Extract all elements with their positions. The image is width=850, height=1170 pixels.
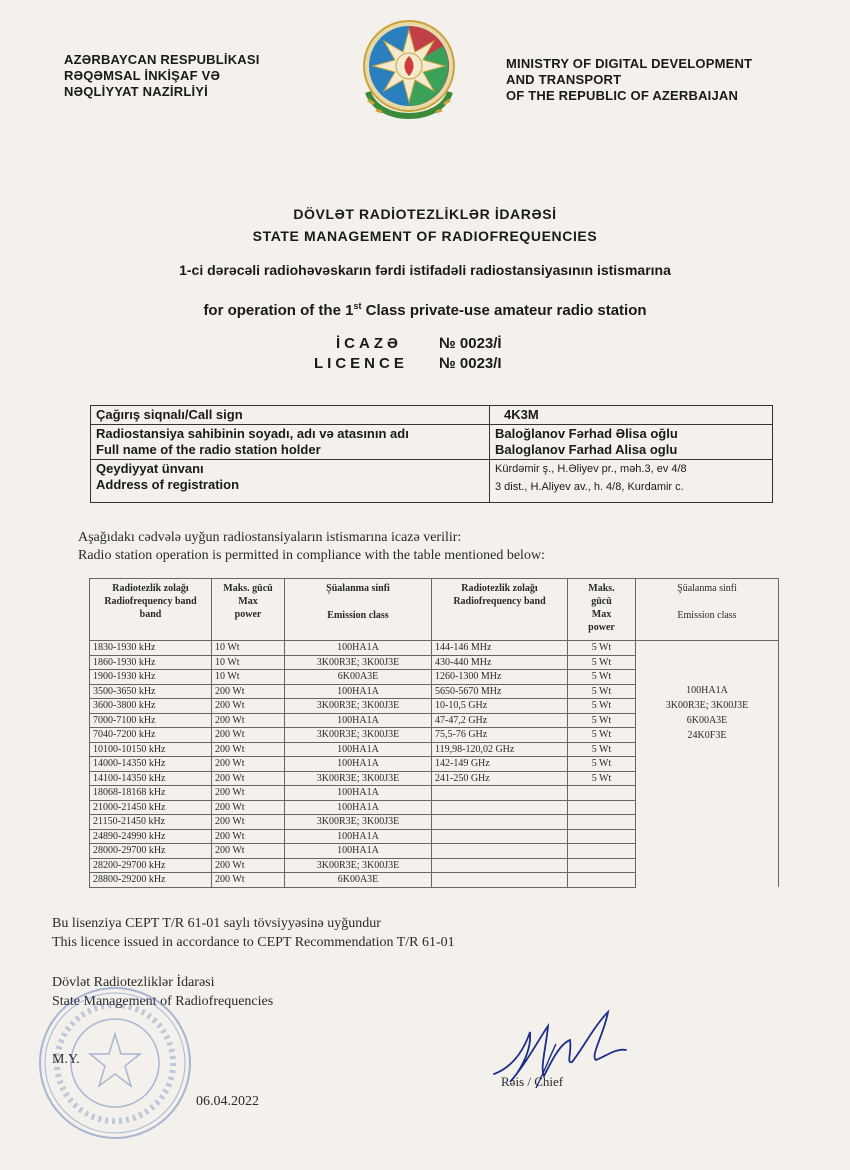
table-row — [90, 800, 779, 815]
empty-cell — [568, 829, 636, 844]
issuer-az: Dövlət Radiotezliklər İdarəsi — [52, 975, 215, 990]
purpose-en-part: for operation of the 1 — [203, 302, 354, 319]
empty-cell — [636, 844, 779, 859]
col-band — [90, 579, 212, 641]
permit-note-en: Radio station operation is permitted in compliance with the table mentioned below: — [78, 548, 545, 563]
empty-cell — [636, 829, 779, 844]
emission-cell: 3K00R3E; 3K00J3E — [285, 728, 432, 743]
col-power — [212, 579, 285, 641]
address-label — [91, 460, 490, 503]
empty-cell — [432, 873, 568, 888]
band-cell: 10100-10150 kHz — [90, 742, 212, 757]
purpose-en-sup: st — [353, 301, 362, 311]
band-cell: 21150-21450 kHz — [90, 815, 212, 830]
col-band-2 — [432, 579, 568, 641]
empty-cell — [568, 786, 636, 801]
address-value — [490, 460, 773, 503]
table-row — [90, 844, 779, 859]
emission-cell: 3K00R3E; 3K00J3E — [285, 699, 432, 714]
address-az: Kürdəmir ş., H.Əliyev pr., məh.3, ev 4/8 — [495, 463, 687, 475]
band-cell: 1860-1930 kHz — [90, 655, 212, 670]
seal-mark: M.Y. — [52, 1052, 80, 1067]
holder-name-en: Baloglanov Farhad Alisa oglu — [495, 442, 678, 457]
emission-cell: 100HA1A — [285, 757, 432, 772]
header-text: Max — [238, 596, 258, 607]
header-right-org — [506, 56, 752, 104]
emission-cell: 3K00R3E; 3K00J3E — [285, 858, 432, 873]
emission-cell: 100HA1A — [285, 800, 432, 815]
header-text: gücü — [591, 596, 612, 607]
header-right-line: AND TRANSPORT — [506, 72, 622, 87]
compliance-az: Bu lisenziya CEPT T/R 61-01 saylı tövsiyyəsinə uyğundur — [52, 916, 381, 931]
power-cell: 10 Wt — [212, 641, 285, 656]
power-cell: 200 Wt — [212, 786, 285, 801]
emission-cell: 100HA1A — [285, 844, 432, 859]
power-cell-2: 5 Wt — [568, 713, 636, 728]
purpose-en-part: Class private-use amateur radio station — [361, 302, 647, 319]
power-cell: 200 Wt — [212, 742, 285, 757]
band-cell: 1900-1930 kHz — [90, 670, 212, 685]
band-cell: 18068-18168 kHz — [90, 786, 212, 801]
empty-cell — [568, 815, 636, 830]
table-row — [91, 460, 773, 503]
holder-name-label-en: Full name of the radio station holder — [96, 442, 321, 457]
power-cell: 200 Wt — [212, 699, 285, 714]
band-cell-2: 10-10,5 GHz — [432, 699, 568, 714]
table-row — [90, 873, 779, 888]
band-cell-2: 1260-1300 MHz — [432, 670, 568, 685]
emission-cell: 100HA1A — [285, 713, 432, 728]
empty-cell — [432, 844, 568, 859]
table-row — [90, 858, 779, 873]
licence-label-en: LICENCE — [314, 355, 408, 372]
header-text: Şüalanma sinfi — [677, 583, 737, 594]
emission-cell: 100HA1A — [285, 742, 432, 757]
band-cell-2: 144-146 MHz — [432, 641, 568, 656]
issue-date: 06.04.2022 — [196, 1094, 259, 1109]
band-cell: 14100-14350 kHz — [90, 771, 212, 786]
power-cell: 200 Wt — [212, 684, 285, 699]
holder-name-value — [490, 425, 773, 460]
issuer-en: State Management of Radiofrequencies — [52, 994, 274, 1009]
emission-cell: 3K00R3E; 3K00J3E — [285, 771, 432, 786]
power-cell-2: 5 Wt — [568, 655, 636, 670]
vhf-emission-cell — [636, 641, 779, 786]
band-cell-2: 5650-5670 MHz — [432, 684, 568, 699]
emission-cell: 6K00A3E — [285, 873, 432, 888]
header-left-line: NƏQLİYYAT NAZİRLİYİ — [64, 84, 208, 99]
empty-cell — [432, 786, 568, 801]
header-text: Emission class — [677, 610, 737, 621]
empty-cell — [432, 829, 568, 844]
compliance-en: This licence issued in accordance to CEPT Recommendation T/R 61-01 — [52, 935, 455, 950]
header-text: band — [139, 609, 162, 620]
power-cell: 200 Wt — [212, 757, 285, 772]
bands-table-body — [90, 641, 779, 888]
band-cell: 24890-24990 kHz — [90, 829, 212, 844]
address-label-en: Address of registration — [96, 477, 240, 492]
holder-name-label — [91, 425, 490, 460]
emission-cell: 100HA1A — [285, 829, 432, 844]
signer-title: Rəis / Chief — [501, 1074, 564, 1089]
permit-note-az: Aşağıdakı cədvələ uyğun radiostansiyaların istismarına icazə verilir: — [78, 530, 462, 545]
power-cell: 200 Wt — [212, 728, 285, 743]
band-cell-2: 142-149 GHz — [432, 757, 568, 772]
power-cell: 200 Wt — [212, 873, 285, 888]
power-cell: 200 Wt — [212, 800, 285, 815]
emission-cell: 100HA1A — [285, 786, 432, 801]
power-cell: 200 Wt — [212, 844, 285, 859]
band-cell-2: 75,5-76 GHz — [432, 728, 568, 743]
col-emission-2 — [636, 579, 779, 641]
empty-cell — [432, 815, 568, 830]
header-right-line: MINISTRY OF DIGITAL DEVELOPMENT — [506, 56, 753, 71]
emission-cell: 100HA1A — [285, 641, 432, 656]
empty-cell — [636, 815, 779, 830]
power-cell: 200 Wt — [212, 815, 285, 830]
table-row — [90, 829, 779, 844]
header-text: Emission class — [327, 610, 389, 621]
header-right-line: OF THE REPUBLIC OF AZERBAIJAN — [506, 88, 739, 103]
band-cell: 21000-21450 kHz — [90, 800, 212, 815]
bands-table — [89, 578, 779, 888]
header-text: Radiofrequency band — [104, 596, 197, 607]
table-row — [90, 641, 779, 656]
empty-cell — [636, 873, 779, 888]
header-text: Max — [591, 609, 612, 620]
power-cell-2: 5 Wt — [568, 742, 636, 757]
band-cell: 3600-3800 kHz — [90, 699, 212, 714]
header-text: power — [588, 622, 615, 633]
empty-cell — [568, 858, 636, 873]
table-row — [91, 406, 773, 425]
col-power-2 — [568, 579, 636, 641]
emission-cell: 3K00R3E; 3K00J3E — [285, 815, 432, 830]
power-cell-2: 5 Wt — [568, 641, 636, 656]
licence-label-az: İCAZƏ — [336, 335, 402, 352]
band-cell: 28800-29200 kHz — [90, 873, 212, 888]
vhf-emission-line: 100HA1A — [686, 685, 728, 697]
power-cell: 200 Wt — [212, 771, 285, 786]
empty-cell — [636, 786, 779, 801]
band-cell: 28200-29700 kHz — [90, 858, 212, 873]
band-cell-2: 241-250 GHz — [432, 771, 568, 786]
power-cell: 200 Wt — [212, 713, 285, 728]
band-cell: 14000-14350 kHz — [90, 757, 212, 772]
licence-number-az: № 0023/İ — [439, 335, 502, 352]
col-emission — [285, 579, 432, 641]
holder-name-az: Baloğlanov Fərhad Əlisa oğlu — [495, 426, 678, 441]
power-cell-2: 5 Wt — [568, 757, 636, 772]
empty-cell — [636, 858, 779, 873]
table-row — [90, 786, 779, 801]
power-cell-2: 5 Wt — [568, 699, 636, 714]
empty-cell — [568, 800, 636, 815]
emission-cell: 6K00A3E — [285, 670, 432, 685]
address-label-az: Qeydiyyat ünvanı — [96, 461, 204, 476]
power-cell: 10 Wt — [212, 670, 285, 685]
header-text: Maks. gücü — [223, 583, 273, 594]
band-cell: 3500-3650 kHz — [90, 684, 212, 699]
emission-cell: 3K00R3E; 3K00J3E — [285, 655, 432, 670]
power-cell: 200 Wt — [212, 829, 285, 844]
empty-cell — [432, 858, 568, 873]
empty-cell — [636, 800, 779, 815]
vhf-emission-line: 24K0F3E — [687, 730, 727, 742]
band-cell-2: 119,98-120,02 GHz — [432, 742, 568, 757]
header-text: Radiotezlik zolağı — [461, 583, 538, 594]
band-cell: 1830-1930 kHz — [90, 641, 212, 656]
power-cell: 10 Wt — [212, 655, 285, 670]
call-sign-value: 4K3M — [490, 406, 773, 425]
purpose-en — [0, 301, 850, 319]
band-cell-2: 430-440 MHz — [432, 655, 568, 670]
band-cell-2: 47-47,2 GHz — [432, 713, 568, 728]
header-text: Maks. — [588, 583, 615, 594]
empty-cell — [568, 844, 636, 859]
holder-name-label-az: Radiostansiya sahibinin soyadı, adı və atasının adı — [96, 426, 409, 441]
power-cell: 200 Wt — [212, 858, 285, 873]
header-text: Radiofrequency band — [453, 596, 546, 607]
power-cell-2: 5 Wt — [568, 728, 636, 743]
emission-cell: 100HA1A — [285, 684, 432, 699]
power-cell-2: 5 Wt — [568, 684, 636, 699]
band-cell: 28000-29700 kHz — [90, 844, 212, 859]
vhf-emission-line: 6K00A3E — [686, 715, 728, 727]
address-en: 3 dist., H.Aliyev av., h. 4/8, Kurdamir c. — [495, 481, 684, 493]
empty-cell — [568, 873, 636, 888]
band-cell: 7000-7100 kHz — [90, 713, 212, 728]
empty-cell — [432, 800, 568, 815]
state-emblem-icon — [360, 14, 458, 130]
table-header-row — [90, 579, 779, 641]
call-sign-label: Çağırış siqnalı/Call sign — [91, 406, 490, 425]
vhf-emission-line: 3K00R3E; 3K00J3E — [665, 700, 749, 712]
header-left-line: AZƏRBAYCAN RESPUBLİKASI — [64, 52, 260, 67]
agency-title-az: DÖVLƏT RADİOTEZLİKLƏR İDARƏSİ — [293, 206, 557, 222]
table-row — [90, 815, 779, 830]
header-text: power — [234, 609, 262, 620]
header-left-line: RƏQƏMSAL İNKİŞAF VƏ — [64, 68, 221, 83]
header-text: Radiotezlik zolağı — [112, 583, 189, 594]
header-text: Şüalanma sinfi — [326, 583, 390, 594]
header-left-org — [64, 52, 260, 100]
table-row — [91, 425, 773, 460]
power-cell-2: 5 Wt — [568, 771, 636, 786]
licence-number-en: № 0023/I — [439, 355, 502, 372]
purpose-az: 1-ci dərəcəli radiohəvəskarın fərdi istifadəli radiostansiyasının istismarına — [179, 262, 671, 278]
holder-info-table — [90, 405, 773, 503]
band-cell: 7040-7200 kHz — [90, 728, 212, 743]
agency-title-en: STATE MANAGEMENT OF RADIOFREQUENCIES — [252, 228, 598, 244]
power-cell-2: 5 Wt — [568, 670, 636, 685]
